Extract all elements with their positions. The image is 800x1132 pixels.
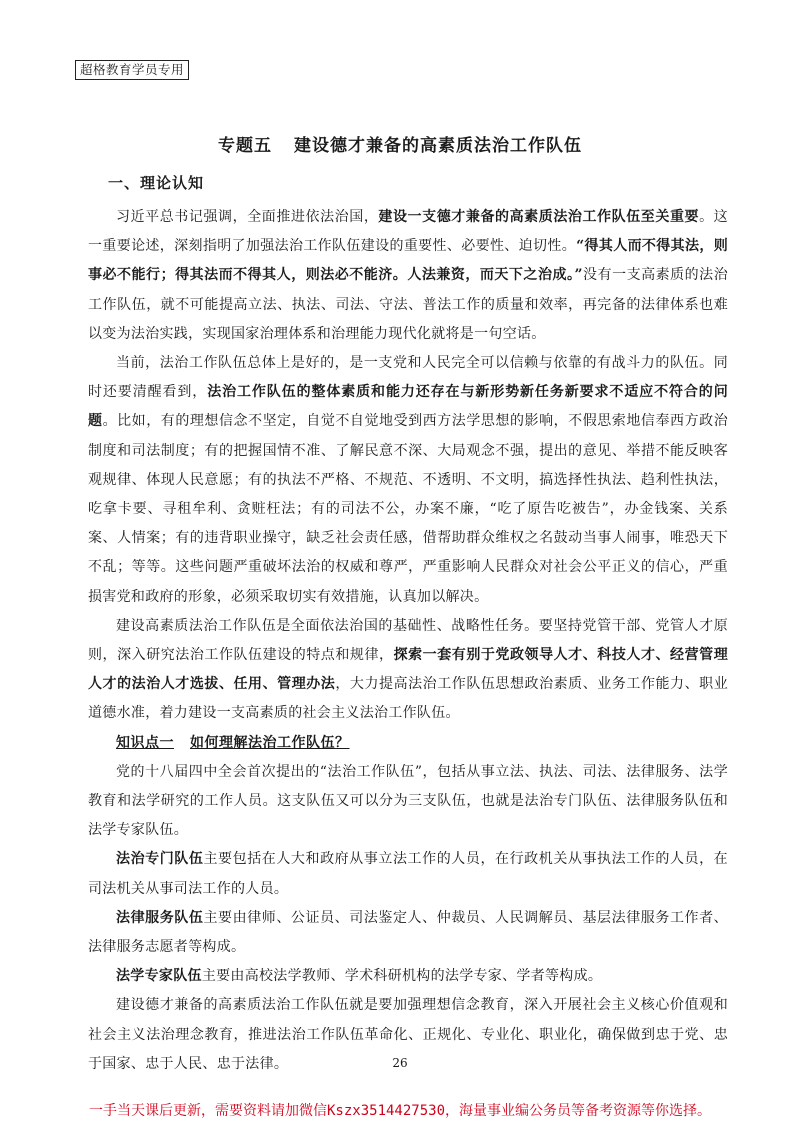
topic-title: 建设德才兼备的高素质法治工作队伍 (294, 136, 582, 156)
p1-text-e: 没有一支高素质的法治工作队伍，就不可能提高立法、执法、司法、守法、普法工作的质量和效率，再完备的法律体系也难以变为法治实践，实现国家治理体系和治理能力现代化就将是一句空话。 (88, 267, 728, 342)
p1-text-c: 。这一重要论述，深刻指明了加强法治工作队伍建设的重要性、必要性、迫切性。 (88, 209, 728, 255)
header-badge: 超格教育学员专用 (75, 60, 189, 80)
p5-text: 主要包括在人大和政府从事立法工作的人员，在行政机关从事执法工作的人员，在司法机关从事司法工作的人员。 (88, 851, 728, 897)
document-body (88, 203, 728, 1079)
p2-text-c: 。比如，有的理想信念不坚定，自觉不自觉地受到西方法学思想的影响，不假思索地信奉西方政治制度和司法制度；有的把握国情不准、了解民意不深、大局观念不强，提出的意见、举措不能反映客观规律、体现人民意愿；有的执法不严格、不规范、不透明、不文明，搞选择性执法、趋利性执法，吃拿卡要、寻租牟利、贪赃枉法；有的司法不公，办案不廉，“吃了原告吃被告”，办金钱案、关系案、人情案；有的违背职业操守，缺乏社会责任感，借帮助群众维权之名鼓动当事人闹事，唯恐天下不乱；等等。这些问题严重破坏法治的权威和尊严，严重影响人民群众对社会公平正义的信心，严重损害党和政府的形象，必须采取切实有效措施，认真加以解决。 (88, 413, 728, 605)
p1-emphasis-a: 建设一支德才兼备的高素质法治工作队伍至关重要 (378, 209, 700, 225)
p4-text: 党的十八届四中全会首次提出的“法治工作队伍”，包括从事立法、执法、司法、法律服务、法学教育和法学研究的工作人员。这支队伍又可以分为三支队伍，也就是法治专门队伍、法律服务队伍和法学专家队伍。 (88, 763, 728, 839)
topic-label: 专题五 (218, 136, 272, 156)
page-title (0, 131, 800, 156)
paragraph-3 (88, 612, 728, 729)
paragraph-6 (88, 904, 728, 962)
paragraph-1 (88, 203, 728, 349)
p7-text: 主要由高校法学教师、学术科研机构的法学专家、学者等构成。 (201, 968, 603, 985)
p3-text-a: 建设高素质法治工作队伍是全面依法治国的基础性、战略性任务。要坚持党管干部、党管人才原则，深入研究法治工作队伍建设的特点和规律， (88, 617, 728, 664)
p5-term: 法治专门队伍 (116, 851, 204, 868)
paragraph-5 (88, 845, 728, 903)
p3-text-c: ，大力提高法治工作队伍思想政治素质、业务工作能力、职业道德水准，着力建设一支高素质的社会主义法治工作队伍。 (88, 676, 728, 722)
p2-emphasis: 法治工作队伍的整体素质和能力还存在与新形势新任务新要求不适应不符合的问题 (88, 384, 728, 430)
kp-question: 如何理解法治工作队伍？ (190, 734, 350, 751)
p7-term: 法学专家队伍 (116, 968, 202, 985)
p6-term: 法律服务队伍 (116, 909, 204, 926)
p1-quote: “得其人而不得其法，则事必不能行；得其法而不得其人，则法必不能济。人法兼资，而天下之治成。” (88, 238, 728, 284)
footer-promo-note: 一手当天课后更新，需要资料请加微信Kszx3514427530，海量事业编公务员等备考资源等你选择。 (89, 1103, 711, 1119)
page-number: 26 (392, 1056, 408, 1070)
p2-text-a: 当前，法治工作队伍总体上是好的，是一支党和人民完全可以信赖与依靠的有战斗力的队伍。同时还要清醒看到， (88, 355, 728, 401)
kp-label: 知识点一 (116, 734, 174, 751)
paragraph-2 (88, 349, 728, 612)
p3-emphasis: 探索一套有别于党政领导人才、科技人才、经营管理人才的法治人才选拔、任用、管理办法 (88, 647, 728, 693)
p6-text: 主要由律师、公证员、司法鉴定人、仲裁员、人民调解员、基层法律服务工作者、法律服务志愿者等构成。 (88, 909, 728, 956)
knowledge-point-heading (88, 729, 728, 758)
paragraph-7 (88, 962, 728, 991)
p1-text-a: 习近平总书记强调，全面推进依法治国， (116, 209, 379, 225)
paragraph-4 (88, 758, 728, 846)
p8-text: 建设德才兼备的高素质法治工作队伍就是要加强理想信念教育，深入开展社会主义核心价值观和社会主义法治理念教育，推进法治工作队伍革命化、正规化、专业化、职业化，确保做到忠于党、忠于国家、忠于人民、忠于法律。 (88, 997, 728, 1072)
section-heading: 一、理论认知 (108, 174, 205, 192)
